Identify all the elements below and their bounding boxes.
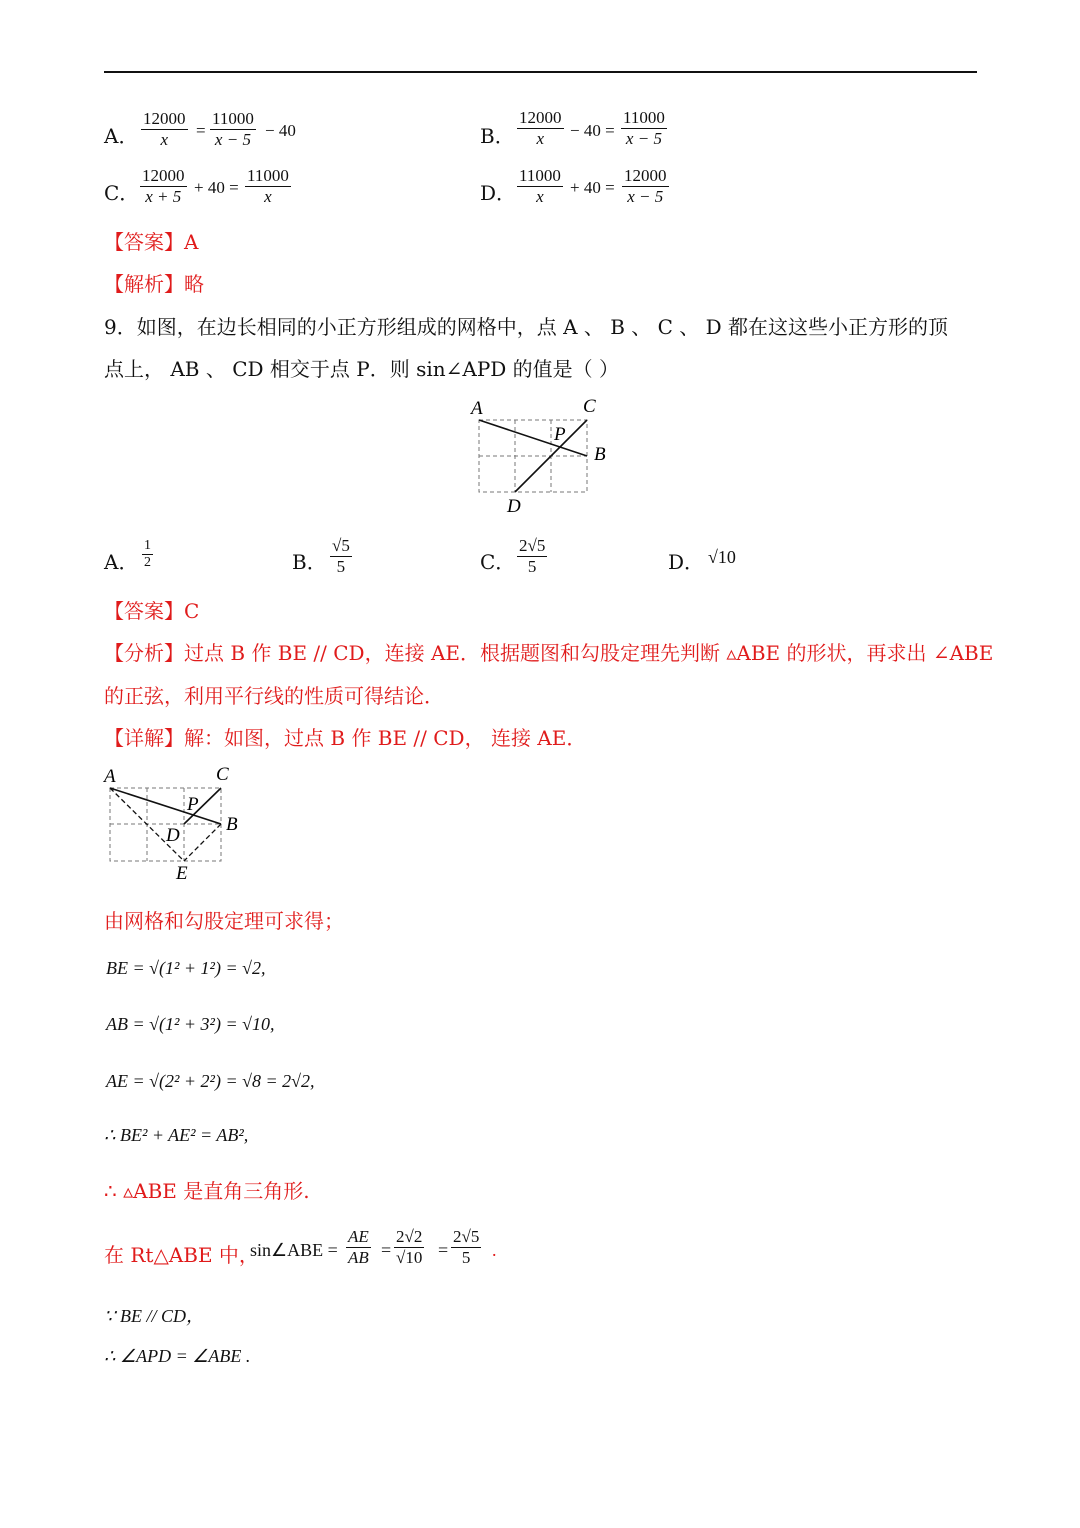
q9-solution-figure (96, 762, 256, 887)
fraction: $\frac{12000}{x - 5}$ (624, 166, 667, 206)
because-parallel: ∵ BE // CD， (104, 1306, 204, 1326)
therefore-right-triangle: ∴ ▵ABE 是直角三角形. (104, 1179, 310, 1203)
q8-answer: 【答案】A (104, 230, 199, 254)
fraction: $\frac{12000}{x}$ (143, 109, 186, 149)
label-b: B (594, 444, 606, 465)
label-d: D (166, 825, 180, 846)
therefore-angles-equal: ∴ ∠APD = ∠ABE . (104, 1346, 251, 1366)
segment-ab (479, 420, 587, 456)
q9-fenxi-line1: 【分析】过点 B 作 BE // CD，连接 AE．根据题图和勾股定理先判断 ▵ABE 的形状，再求出 ∠ABE (104, 641, 994, 665)
label-b: B (226, 814, 238, 835)
fraction: $\frac{AE}{AB}$ (348, 1227, 369, 1267)
fraction: $\frac{1}{2}$ (144, 538, 151, 570)
equation-be: BE = √(1² + 1²) = √2, (106, 958, 266, 978)
segment-be (184, 824, 221, 861)
fraction: $\frac{2√2}{√10}$ (396, 1227, 423, 1267)
q9-stem-line2: 点上， AB 、 CD 相交于点 P．则 sin∠APD 的值是（ ） (104, 357, 620, 381)
label-c: C (216, 764, 229, 785)
label-a: A (471, 398, 483, 419)
fraction: $\frac{11000}{x}$ (247, 166, 289, 206)
q8-analysis: 【解析】略 (104, 272, 204, 296)
q9-xiangjie: 【详解】解：如图，过点 B 作 BE // CD， 连接 AE． (104, 726, 587, 750)
equation-ae: AE = √(2² + 2²) = √8 = 2√2, (106, 1071, 315, 1091)
fraction: $\frac{11000}{x - 5}$ (212, 109, 254, 149)
fraction: $\frac{11000}{x - 5}$ (623, 108, 665, 148)
label-p: P (554, 424, 566, 445)
q9-grid-figure (465, 394, 615, 519)
grid-lines (479, 420, 587, 492)
q9-stem-line1: 9．如图，在边长相同的小正方形组成的网格中，点 A 、 B 、 C 、 D 都在这这些小正方形的顶 (104, 315, 949, 339)
label-p: P (187, 794, 199, 815)
fraction: $\frac{12000}{x + 5}$ (142, 166, 185, 206)
label-c: C (583, 396, 596, 417)
fraction: $\frac{11000}{x}$ (519, 166, 561, 206)
header-rule (104, 71, 977, 73)
therefore-sum-squares: ∴ BE² + AE² = AB², (104, 1125, 249, 1145)
label-d: D (507, 496, 521, 517)
fraction: $\frac{12000}{x}$ (519, 108, 562, 148)
q9-fenxi-line2: 的正弦，利用平行线的性质可得结论． (104, 684, 444, 708)
label-a: A (104, 766, 116, 787)
grid-pythagoras-text: 由网格和勾股定理可求得； (104, 909, 344, 933)
equation-ab: AB = √(1² + 3²) = √10, (106, 1014, 275, 1034)
label-e: E (176, 863, 188, 884)
fraction: $\frac{2√5}{5}$ (453, 1227, 480, 1267)
fraction: $\frac{√5}{5}$ (332, 536, 350, 576)
q9-answer: 【答案】C (104, 599, 200, 623)
fraction: $\frac{2√5}{5}$ (519, 536, 546, 576)
segment-ab (110, 788, 221, 824)
